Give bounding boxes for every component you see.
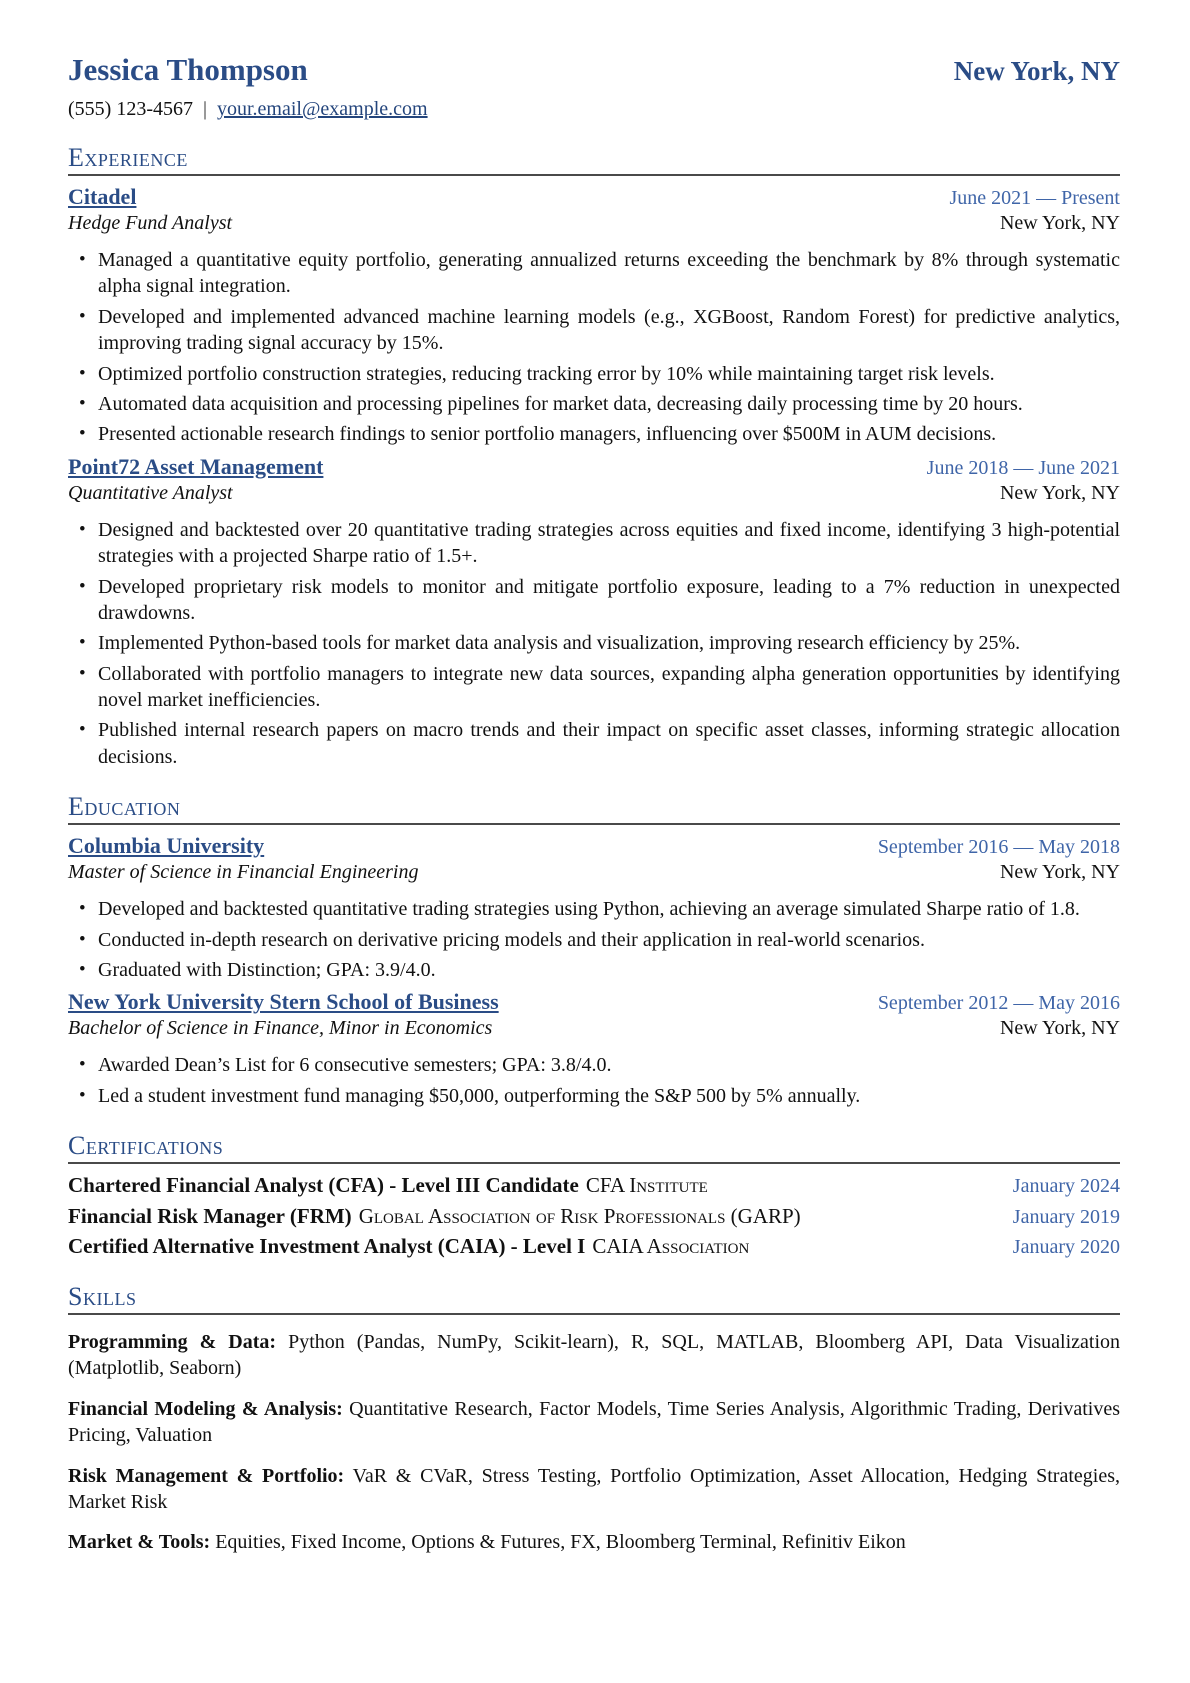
company-link-point72[interactable]: Point72 Asset Management xyxy=(68,453,324,479)
skill-row xyxy=(68,1396,1120,1449)
section-title-experience: Experience xyxy=(68,143,1120,176)
bullet-item: • Conducted in-depth research on derivative pricing models and their application in real-world scenarios. xyxy=(98,927,1120,953)
school-location: New York, NY xyxy=(999,861,1120,884)
certification-row xyxy=(68,1172,1120,1199)
job-location: New York, NY xyxy=(999,212,1120,234)
section-education xyxy=(68,792,1120,1109)
bullet-item: • Led a student investment fund managing $50,000, outperforming the S&P 500 by 5% annually. xyxy=(98,1083,1120,1109)
section-title-education: Education xyxy=(68,792,1120,825)
job-location: New York, NY xyxy=(999,481,1120,504)
school-link-nyu-stern[interactable]: New York University Stern School of Business xyxy=(68,989,499,1015)
bullet-item: • Automated data acquisition and processing pipelines for market data, decreasing daily processing time by 20 hours. xyxy=(98,391,1120,417)
skill-row xyxy=(68,1463,1120,1516)
skill-category-label: Programming & Data: xyxy=(68,1331,277,1354)
bullet-item: • Graduated with Distinction; GPA: 3.9/4.0. xyxy=(98,957,1120,983)
candidate-name: Jessica Thompson xyxy=(68,52,308,87)
skill-list: Python (Pandas, NumPy, Scikit-learn), R, SQL, MATLAB, Bloomberg API, Data Visualization (Matplotlib, Seaborn) xyxy=(68,1331,1120,1380)
section-certifications xyxy=(68,1131,1120,1260)
bullet-item: • Implemented Python-based tools for market data analysis and visualization, improving research efficiency by 25%. xyxy=(98,630,1120,656)
bullet-item: • Developed and backtested quantitative trading strategies using Python, achieving an average simulated Sharpe ratio of 1.8. xyxy=(98,896,1120,922)
certification-date: January 2019 xyxy=(1012,1205,1120,1228)
section-skills xyxy=(68,1282,1120,1556)
certification-name: Financial Risk Manager (FRM) xyxy=(68,1203,352,1228)
degree-title: Bachelor of Science in Finance, Minor in Economics xyxy=(68,1017,493,1040)
section-title-certifications: Certifications xyxy=(68,1131,1120,1164)
contact-line xyxy=(68,98,1120,121)
bullet-item: • Managed a quantitative equity portfolio, generating annualized returns exceeding the benchmark by 8% through systematic alpha signal integration. xyxy=(98,247,1120,300)
school-link-columbia[interactable]: Columbia University xyxy=(68,833,265,859)
skill-category-label: Market & Tools: xyxy=(68,1531,211,1554)
entry-dates: June 2018 — June 2021 xyxy=(926,456,1120,479)
entry-dates: June 2021 — Present xyxy=(949,187,1120,209)
bullet-list xyxy=(68,896,1120,983)
email-link[interactable]: your.email@example.com xyxy=(217,98,428,120)
certification-name: Certified Alternative Investment Analyst (CAIA) - Level I xyxy=(68,1233,586,1258)
certification-issuer: Global Association of Risk Professionals (GARP) xyxy=(358,1203,801,1228)
bullet-item: • Collaborated with portfolio managers to integrate new data sources, expanding alpha generation opportunities by identifying novel market inefficiencies. xyxy=(98,661,1120,714)
skill-list: Equities, Fixed Income, Options & Futures, FX, Bloomberg Terminal, Refinitiv Eikon xyxy=(210,1531,906,1554)
certification-issuer: CFA Institute xyxy=(585,1173,708,1198)
entry-dates: September 2012 — May 2016 xyxy=(877,992,1120,1015)
entry-dates: September 2016 — May 2018 xyxy=(877,836,1120,859)
job-title: Hedge Fund Analyst xyxy=(68,212,233,234)
certification-date: January 2020 xyxy=(1012,1235,1120,1258)
bullet-item: • Awarded Dean’s List for 6 consecutive semesters; GPA: 3.8/4.0. xyxy=(98,1052,1120,1078)
section-title-skills: Skills xyxy=(68,1282,1120,1315)
certification-row xyxy=(68,1203,1120,1230)
skill-category-label: Financial Modeling & Analysis: xyxy=(68,1397,343,1420)
bullet-item: • Optimized portfolio construction strategies, reducing tracking error by 10% while maintaining target risk levels. xyxy=(98,361,1120,387)
skill-category-label: Risk Management & Portfolio: xyxy=(68,1464,345,1487)
education-entry xyxy=(68,833,1120,983)
certification-issuer: CAIA Association xyxy=(592,1233,750,1258)
degree-title: Master of Science in Financial Engineering xyxy=(68,861,419,884)
phone-number: (555) 123-4567 xyxy=(68,98,193,120)
resume-header xyxy=(68,52,1120,88)
skill-row xyxy=(68,1529,1120,1555)
bullet-item: • Developed and implemented advanced machine learning models (e.g., XGBoost, Random Forest) for predictive analytics, improving trading signal accuracy by 15%. xyxy=(98,304,1120,357)
bullet-item: • Developed proprietary risk models to monitor and mitigate portfolio exposure, leading to a 7% reduction in unexpected drawdowns. xyxy=(98,574,1120,627)
bullet-item: • Designed and backtested over 20 quantitative trading strategies across equities and fixed income, identifying 3 high-potential strategies with a projected Sharpe ratio of 1.5+. xyxy=(98,517,1120,570)
experience-entry xyxy=(68,184,1120,448)
school-location: New York, NY xyxy=(999,1017,1120,1040)
certification-date: January 2024 xyxy=(1012,1175,1120,1198)
bullet-item: • Presented actionable research findings to senior portfolio managers, influencing over $500M in AUM decisions. xyxy=(98,421,1120,447)
experience-entry xyxy=(68,454,1120,771)
certification-row xyxy=(68,1233,1120,1260)
bullet-list xyxy=(68,517,1120,771)
section-experience xyxy=(68,143,1120,770)
bullet-item: • Published internal research papers on macro trends and their impact on specific asset classes, informing strategic allocation decisions. xyxy=(98,717,1120,770)
bullet-list xyxy=(68,1052,1120,1109)
bullet-list xyxy=(68,247,1120,448)
skill-list: Quantitative Research, Factor Models, Time Series Analysis, Algorithmic Trading, Derivatives Pricing, Valuation xyxy=(68,1397,1120,1447)
contact-separator: | xyxy=(202,98,207,120)
certification-name: Chartered Financial Analyst (CFA) - Level III Candidate xyxy=(68,1173,579,1198)
skill-list: VaR & CVaR, Stress Testing, Portfolio Optimization, Asset Allocation, Hedging Strategies, Market Risk xyxy=(68,1464,1120,1514)
skill-row xyxy=(68,1329,1120,1382)
company-link-citadel[interactable]: Citadel xyxy=(68,184,137,209)
resume-document xyxy=(68,52,1120,1556)
candidate-location: New York, NY xyxy=(953,56,1120,86)
job-title: Quantitative Analyst xyxy=(68,481,233,504)
education-entry xyxy=(68,989,1120,1109)
